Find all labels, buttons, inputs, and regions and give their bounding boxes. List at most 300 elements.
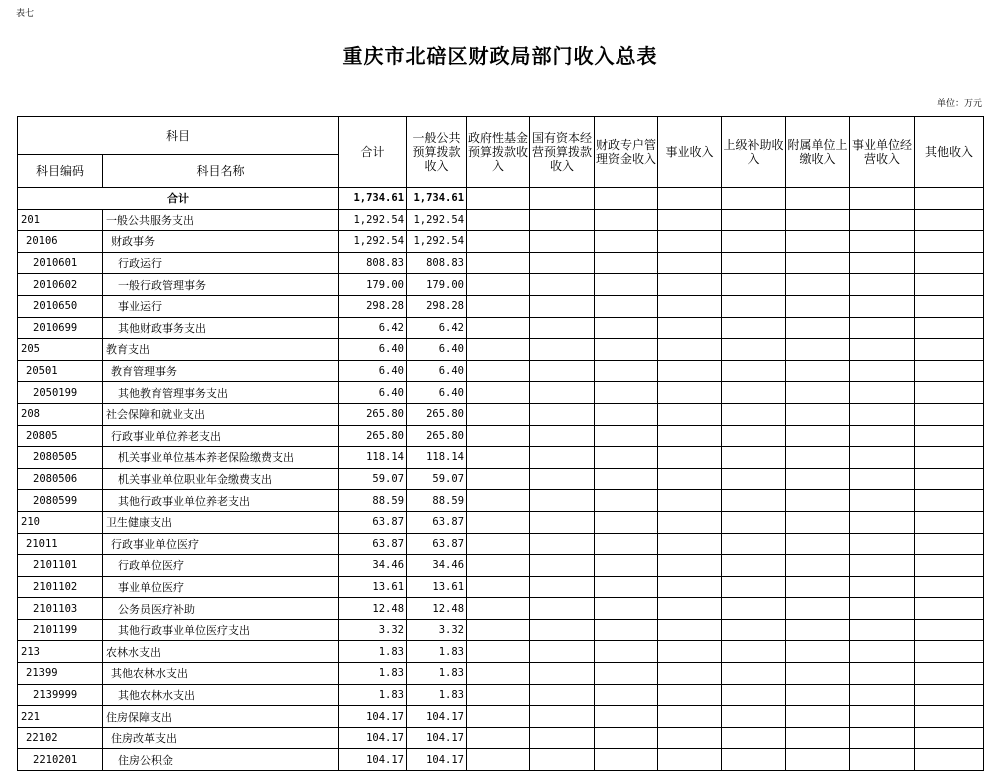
row-empty-cell: [786, 447, 850, 469]
row-empty-cell: [850, 663, 915, 685]
row-empty-cell: [530, 619, 595, 641]
row-empty-cell: [530, 447, 595, 469]
row-empty-cell: [786, 339, 850, 361]
row-total: 34.46: [339, 555, 407, 577]
row-empty-cell: [722, 317, 786, 339]
row-name: 社会保障和就业支出: [103, 403, 339, 425]
row-empty-cell: [658, 598, 722, 620]
income-summary-table: [17, 116, 984, 771]
header-special-account: 财政专户管理资金收入: [595, 117, 658, 188]
row-name: 财政事务: [103, 231, 339, 253]
header-gov-fund: 政府性基金预算拨款收入: [467, 117, 530, 188]
row-name: 事业单位医疗: [103, 576, 339, 598]
row-empty-cell: [786, 749, 850, 771]
row-empty-cell: [658, 468, 722, 490]
row-empty-cell: [915, 382, 984, 404]
row-code: 205: [18, 339, 103, 361]
row-name: 其他农林水支出: [103, 684, 339, 706]
table-row: [18, 555, 984, 577]
row-empty-cell: [467, 382, 530, 404]
row-empty-cell: [722, 295, 786, 317]
row-empty-cell: [595, 576, 658, 598]
row-empty-cell: [850, 641, 915, 663]
row-empty-cell: [595, 511, 658, 533]
row-empty-cell: [530, 727, 595, 749]
row-code: 2010650: [18, 295, 103, 317]
row-empty-cell: [722, 274, 786, 296]
table-row: [18, 252, 984, 274]
row-empty-cell: [595, 555, 658, 577]
row-empty-cell: [530, 317, 595, 339]
row-general: 6.40: [407, 339, 467, 361]
row-empty-cell: [595, 403, 658, 425]
row-total: 88.59: [339, 490, 407, 512]
row-name: 其他农林水支出: [103, 663, 339, 685]
row-general: 6.42: [407, 317, 467, 339]
row-empty-cell: [850, 684, 915, 706]
row-total: 12.48: [339, 598, 407, 620]
table-row: [18, 382, 984, 404]
table-row: [18, 511, 984, 533]
row-general: 3.32: [407, 619, 467, 641]
header-operating-income: 事业单位经营收入: [850, 117, 915, 188]
row-empty-cell: [722, 252, 786, 274]
row-empty-cell: [850, 706, 915, 728]
row-empty-cell: [467, 468, 530, 490]
row-total: 265.80: [339, 425, 407, 447]
row-total: 59.07: [339, 468, 407, 490]
row-empty-cell: [850, 317, 915, 339]
row-empty-cell: [786, 425, 850, 447]
table-row: [18, 274, 984, 296]
row-empty-cell: [722, 447, 786, 469]
row-name: 其他行政事业单位养老支出: [103, 490, 339, 512]
row-empty-cell: [786, 295, 850, 317]
row-total: 1,292.54: [339, 231, 407, 253]
row-empty-cell: [915, 749, 984, 771]
row-empty-cell: [658, 619, 722, 641]
row-empty-cell: [722, 511, 786, 533]
row-empty-cell: [530, 511, 595, 533]
row-empty-cell: [467, 231, 530, 253]
row-empty-cell: [722, 403, 786, 425]
row-empty-cell: [722, 749, 786, 771]
row-empty-cell: [530, 598, 595, 620]
table-row: [18, 425, 984, 447]
page-title: 重庆市北碚区财政局部门收入总表: [342, 44, 658, 68]
table-number-label: 表七: [16, 9, 35, 19]
row-empty-cell: [915, 727, 984, 749]
row-empty-cell: [850, 231, 915, 253]
header-code: 科目编码: [18, 155, 103, 188]
row-empty-cell: [595, 749, 658, 771]
row-empty-cell: [658, 403, 722, 425]
row-name: 事业运行: [103, 295, 339, 317]
row-empty-cell: [786, 555, 850, 577]
row-empty-cell: [915, 274, 984, 296]
row-empty-cell: [722, 555, 786, 577]
row-empty-cell: [915, 684, 984, 706]
row-empty-cell: [658, 252, 722, 274]
row-empty-cell: [786, 360, 850, 382]
row-empty-cell: [786, 468, 850, 490]
row-empty-cell: [915, 317, 984, 339]
row-empty-cell: [595, 317, 658, 339]
row-name: 其他教育管理事务支出: [103, 382, 339, 404]
row-empty-cell: [658, 490, 722, 512]
table-row: [18, 447, 984, 469]
row-general: 1.83: [407, 663, 467, 685]
row-empty-cell: [850, 339, 915, 361]
row-empty-cell: [467, 598, 530, 620]
row-code: 2101102: [18, 576, 103, 598]
row-empty-cell: [595, 533, 658, 555]
row-empty-cell: [530, 339, 595, 361]
row-empty-cell: [915, 706, 984, 728]
row-empty-cell: [467, 403, 530, 425]
row-name: 行政运行: [103, 252, 339, 274]
header-state-capital: 国有资本经营预算拨款收入: [530, 117, 595, 188]
row-empty-cell: [595, 295, 658, 317]
row-empty-cell: [530, 360, 595, 382]
table-row: [18, 468, 984, 490]
table-row: [18, 641, 984, 663]
row-general: 6.40: [407, 382, 467, 404]
row-empty-cell: [658, 447, 722, 469]
row-empty-cell: [786, 684, 850, 706]
row-empty-cell: [595, 209, 658, 231]
row-empty-cell: [467, 663, 530, 685]
row-code: 2080599: [18, 490, 103, 512]
row-empty-cell: [530, 533, 595, 555]
header-total: 合计: [339, 117, 407, 188]
row-name: 行政事业单位养老支出: [103, 425, 339, 447]
header-superior-subsidy: 上级补助收入: [722, 117, 786, 188]
row-name: 其他财政事务支出: [103, 317, 339, 339]
row-name: 住房保障支出: [103, 706, 339, 728]
row-name: 一般公共服务支出: [103, 209, 339, 231]
row-total: 6.40: [339, 360, 407, 382]
row-empty-cell: [786, 490, 850, 512]
row-empty-cell: [722, 684, 786, 706]
row-general: 13.61: [407, 576, 467, 598]
row-total: 63.87: [339, 511, 407, 533]
row-total: 1.83: [339, 663, 407, 685]
row-empty-cell: [722, 619, 786, 641]
row-total: 6.40: [339, 339, 407, 361]
table-row: [18, 706, 984, 728]
row-empty-cell: [850, 598, 915, 620]
row-empty-cell: [467, 317, 530, 339]
row-general: 1.83: [407, 641, 467, 663]
row-name: 一般行政管理事务: [103, 274, 339, 296]
table-row: [18, 684, 984, 706]
row-empty-cell: [915, 555, 984, 577]
row-empty-cell: [915, 209, 984, 231]
row-empty-cell: [786, 511, 850, 533]
row-code: 213: [18, 641, 103, 663]
row-code: 201: [18, 209, 103, 231]
row-empty-cell: [658, 663, 722, 685]
row-empty-cell: [595, 339, 658, 361]
row-empty-cell: [786, 619, 850, 641]
row-empty-cell: [530, 468, 595, 490]
row-name: 住房公积金: [103, 749, 339, 771]
row-empty-cell: [850, 252, 915, 274]
row-general: 104.17: [407, 749, 467, 771]
row-general: 34.46: [407, 555, 467, 577]
row-empty-cell: [595, 274, 658, 296]
header-subject: 科目: [18, 117, 339, 155]
row-empty-cell: [530, 706, 595, 728]
row-empty-cell: [467, 339, 530, 361]
table-row: [18, 403, 984, 425]
row-empty-cell: [786, 727, 850, 749]
row-empty-cell: [530, 684, 595, 706]
row-general: 808.83: [407, 252, 467, 274]
row-empty-cell: [722, 209, 786, 231]
row-empty-cell: [658, 576, 722, 598]
row-empty-cell: [722, 727, 786, 749]
row-empty-cell: [850, 274, 915, 296]
row-total: 118.14: [339, 447, 407, 469]
row-empty-cell: [850, 619, 915, 641]
row-code: 20501: [18, 360, 103, 382]
row-empty-cell: [467, 252, 530, 274]
table-row: [18, 317, 984, 339]
row-empty-cell: [850, 576, 915, 598]
table-row: [18, 209, 984, 231]
row-empty-cell: [595, 468, 658, 490]
table-row: [18, 619, 984, 641]
row-general: 118.14: [407, 447, 467, 469]
row-empty-cell: [786, 231, 850, 253]
row-empty-cell: [722, 533, 786, 555]
table-row: [18, 749, 984, 771]
row-general: 104.17: [407, 727, 467, 749]
table-row: [18, 339, 984, 361]
row-empty-cell: [467, 706, 530, 728]
row-empty-cell: [595, 663, 658, 685]
table-row: [18, 598, 984, 620]
row-empty-cell: [658, 317, 722, 339]
row-empty-cell: [786, 209, 850, 231]
row-code: 20805: [18, 425, 103, 447]
row-empty-cell: [915, 468, 984, 490]
header-general-budget: 一般公共预算拨款收入: [407, 117, 467, 188]
row-empty-cell: [530, 403, 595, 425]
row-general: 179.00: [407, 274, 467, 296]
row-general: 63.87: [407, 511, 467, 533]
row-empty-cell: [467, 274, 530, 296]
row-total: 808.83: [339, 252, 407, 274]
row-empty-cell: [850, 382, 915, 404]
row-total: 3.32: [339, 619, 407, 641]
row-empty-cell: [658, 533, 722, 555]
row-empty-cell: [658, 360, 722, 382]
row-empty-cell: [595, 231, 658, 253]
row-empty-cell: [850, 511, 915, 533]
table-row: [18, 360, 984, 382]
row-empty-cell: [595, 641, 658, 663]
row-empty-cell: [467, 209, 530, 231]
row-empty-cell: [850, 360, 915, 382]
row-empty-cell: [658, 511, 722, 533]
row-code: 2101103: [18, 598, 103, 620]
row-empty-cell: [595, 382, 658, 404]
row-empty-cell: [658, 209, 722, 231]
row-general: 59.07: [407, 468, 467, 490]
row-empty-cell: [658, 274, 722, 296]
row-empty-cell: [467, 511, 530, 533]
row-code: 2101199: [18, 619, 103, 641]
row-code: 2010602: [18, 274, 103, 296]
row-empty-cell: [595, 447, 658, 469]
row-name: 农林水支出: [103, 641, 339, 663]
row-total: 1.83: [339, 684, 407, 706]
row-total: 265.80: [339, 403, 407, 425]
row-empty-cell: [658, 727, 722, 749]
row-empty-cell: [786, 663, 850, 685]
row-empty-cell: [467, 555, 530, 577]
row-general: 6.40: [407, 360, 467, 382]
row-empty-cell: [786, 706, 850, 728]
row-empty-cell: [595, 684, 658, 706]
row-empty-cell: [915, 447, 984, 469]
row-empty-cell: [467, 533, 530, 555]
row-empty-cell: [658, 231, 722, 253]
total-row-general: 1,734.61: [407, 188, 467, 210]
row-empty-cell: [850, 425, 915, 447]
row-code: 2139999: [18, 684, 103, 706]
row-code: 2080505: [18, 447, 103, 469]
row-general: 104.17: [407, 706, 467, 728]
row-empty-cell: [915, 511, 984, 533]
row-general: 88.59: [407, 490, 467, 512]
row-empty-cell: [786, 403, 850, 425]
row-empty-cell: [658, 706, 722, 728]
row-empty-cell: [467, 295, 530, 317]
row-general: 12.48: [407, 598, 467, 620]
row-name: 卫生健康支出: [103, 511, 339, 533]
row-empty-cell: [467, 727, 530, 749]
header-name: 科目名称: [103, 155, 339, 188]
row-total: 63.87: [339, 533, 407, 555]
row-empty-cell: [850, 468, 915, 490]
row-empty-cell: [722, 663, 786, 685]
row-general: 298.28: [407, 295, 467, 317]
header-other-income: 其他收入: [915, 117, 984, 188]
row-empty-cell: [915, 231, 984, 253]
row-empty-cell: [595, 706, 658, 728]
row-empty-cell: [467, 619, 530, 641]
row-code: 210: [18, 511, 103, 533]
row-code: 221: [18, 706, 103, 728]
row-code: 208: [18, 403, 103, 425]
row-code: 2010699: [18, 317, 103, 339]
row-empty-cell: [467, 576, 530, 598]
row-general: 265.80: [407, 403, 467, 425]
row-name: 机关事业单位职业年金缴费支出: [103, 468, 339, 490]
row-total: 6.42: [339, 317, 407, 339]
row-empty-cell: [786, 576, 850, 598]
row-empty-cell: [595, 598, 658, 620]
row-empty-cell: [658, 425, 722, 447]
row-empty-cell: [915, 360, 984, 382]
row-empty-cell: [722, 382, 786, 404]
row-empty-cell: [722, 231, 786, 253]
table-row: [18, 533, 984, 555]
row-empty-cell: [467, 425, 530, 447]
row-empty-cell: [595, 360, 658, 382]
row-empty-cell: [595, 619, 658, 641]
row-empty-cell: [658, 295, 722, 317]
row-code: 20106: [18, 231, 103, 253]
row-empty-cell: [722, 490, 786, 512]
row-empty-cell: [722, 425, 786, 447]
row-empty-cell: [595, 490, 658, 512]
row-empty-cell: [467, 447, 530, 469]
row-empty-cell: [658, 641, 722, 663]
row-empty-cell: [530, 295, 595, 317]
row-name: 住房改革支出: [103, 727, 339, 749]
row-empty-cell: [722, 576, 786, 598]
header-business-income: 事业收入: [658, 117, 722, 188]
row-code: 21011: [18, 533, 103, 555]
row-empty-cell: [850, 533, 915, 555]
row-empty-cell: [850, 555, 915, 577]
table-row: [18, 490, 984, 512]
row-code: 2050199: [18, 382, 103, 404]
row-empty-cell: [850, 447, 915, 469]
row-empty-cell: [850, 403, 915, 425]
row-empty-cell: [786, 317, 850, 339]
row-total: 104.17: [339, 706, 407, 728]
row-empty-cell: [850, 727, 915, 749]
row-empty-cell: [530, 490, 595, 512]
header-affiliated-units: 附属单位上缴收入: [786, 117, 850, 188]
row-empty-cell: [722, 360, 786, 382]
row-total: 13.61: [339, 576, 407, 598]
row-empty-cell: [658, 339, 722, 361]
total-row-total: 1,734.61: [339, 188, 407, 210]
row-general: 63.87: [407, 533, 467, 555]
row-empty-cell: [530, 209, 595, 231]
row-empty-cell: [850, 749, 915, 771]
unit-label: 单位：万元: [936, 99, 982, 109]
row-total: 1,292.54: [339, 209, 407, 231]
row-empty-cell: [658, 749, 722, 771]
row-empty-cell: [915, 663, 984, 685]
row-empty-cell: [658, 382, 722, 404]
row-empty-cell: [915, 490, 984, 512]
row-empty-cell: [467, 749, 530, 771]
row-empty-cell: [530, 576, 595, 598]
row-empty-cell: [530, 382, 595, 404]
row-empty-cell: [530, 252, 595, 274]
row-empty-cell: [850, 295, 915, 317]
row-empty-cell: [530, 231, 595, 253]
row-name: 行政事业单位医疗: [103, 533, 339, 555]
row-empty-cell: [915, 576, 984, 598]
row-empty-cell: [467, 490, 530, 512]
row-empty-cell: [786, 641, 850, 663]
table-row: [18, 576, 984, 598]
row-empty-cell: [722, 706, 786, 728]
row-empty-cell: [658, 555, 722, 577]
row-empty-cell: [467, 360, 530, 382]
row-code: 21399: [18, 663, 103, 685]
